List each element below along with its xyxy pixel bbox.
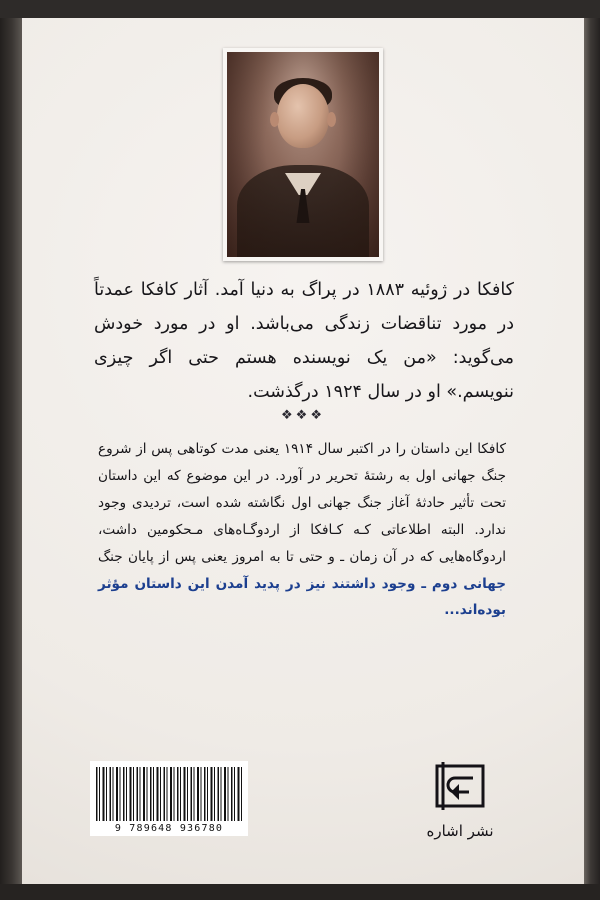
author-biography-paragraph: کافکا در ژوئیه ۱۸۸۳ در پراگ به دنیا آمد. آثار کافکا عمدتاً در مورد تناقضات زندگی می‌باشد. او در مورد خودش می‌گوید: «من یک نویسنده هستم حتی اگر چیزی ننویسم.» او در سال ۱۹۲۴ درگذشت. [94, 280, 514, 403]
description-highlight-text: جهانی دوم ـ وجود داشتند نیز در پدید آمدن این داستان مؤثر بوده‌اند... [98, 575, 506, 619]
book-description-paragraph [98, 436, 506, 624]
barcode [90, 761, 248, 836]
cover-edge-right [584, 0, 600, 900]
author-portrait [223, 48, 383, 261]
description-text: کافکا این داستان را در اکتبر سال ۱۹۱۴ یعنی مدت کوتاهی پس از شروع جنگ جهانی اول به رشتهٔ تحریر در آورد. در این موضوع که این داستان تحت تأثیر حادثهٔ آغاز جنگ جهانی اول نگاشته شده است، تردیدی وجود ندارد. البته اطلاعاتی کـه کـافکا از اردوگـاه‌های مـحکومین داشت، اردوگاه‌هایی که در آن زمان ـ و حتی تا به امروز یعنی پس از پایان جنگ [98, 441, 506, 565]
cover-edge-left [0, 0, 22, 900]
publisher-block [400, 760, 520, 840]
barcode-bars [96, 767, 242, 821]
back-cover-page [22, 18, 584, 884]
barcode-number: 9 789648 936780 [114, 823, 224, 834]
publisher-logo-icon [429, 760, 491, 816]
portrait-vignette [227, 52, 379, 257]
portrait-image [227, 52, 379, 257]
cover-edge-top [0, 0, 600, 18]
cover-edge-bottom [0, 884, 600, 900]
section-divider: ❖❖❖ [281, 408, 325, 423]
publisher-name: نشر اشاره [426, 822, 494, 840]
